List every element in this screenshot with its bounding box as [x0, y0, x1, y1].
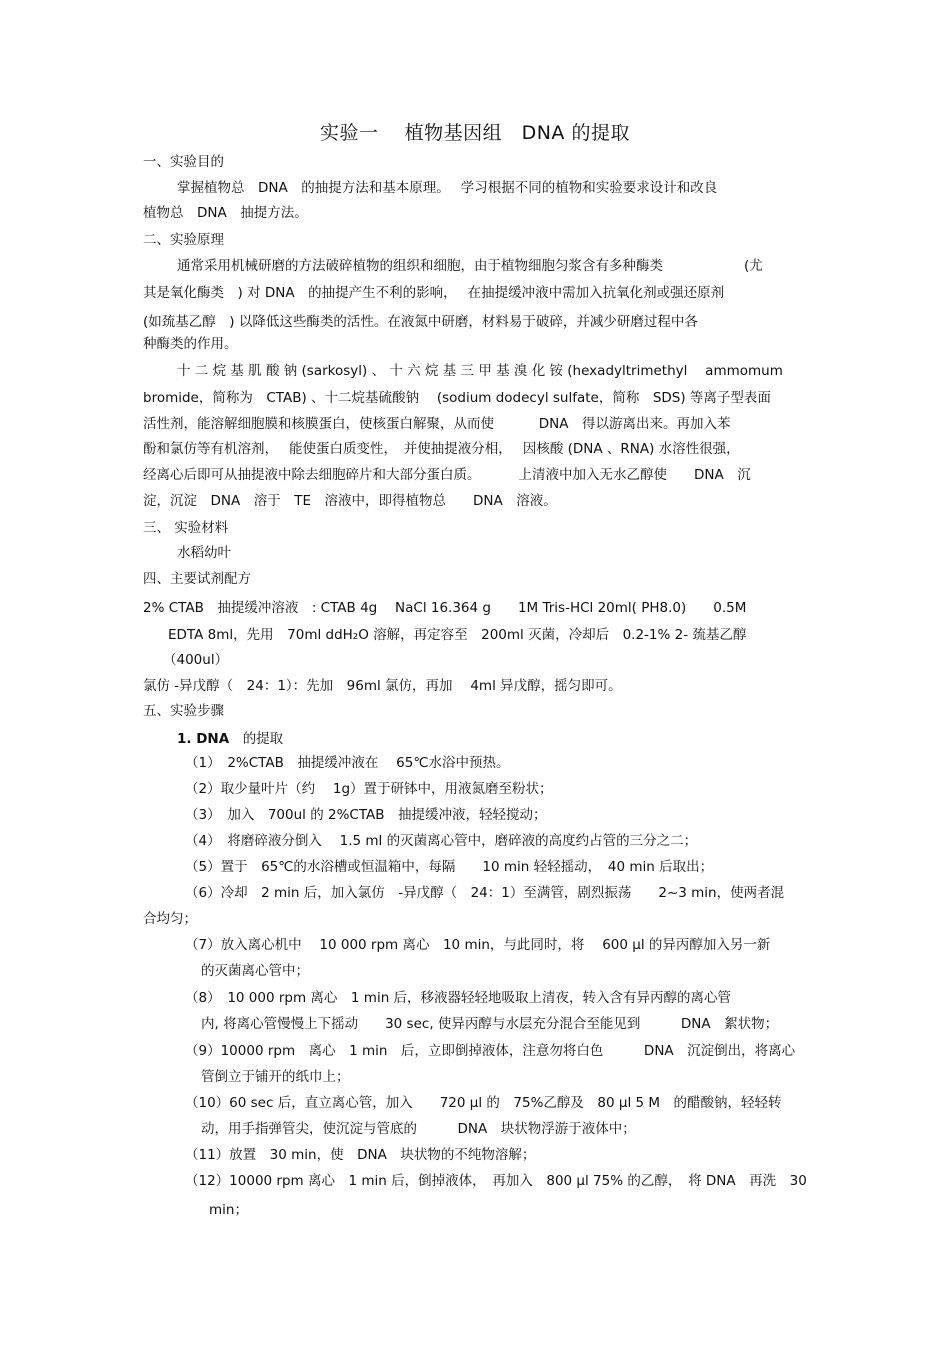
paragraph-line: 淀，沉淀 DNA 溶于 TE 溶液中，即得植物总 DNA 溶液。: [143, 493, 557, 509]
section-heading-principle: 二、实验原理: [143, 232, 224, 248]
step-line: （2）取少量叶片（约 1g）置于研钵中，用液氮磨至粉状；: [185, 781, 553, 797]
step-line: （1） 2%CTAB 抽提缓冲液在 65℃水浴中预热。: [185, 755, 510, 771]
paragraph-line: 其是氧化酶类 ) 对 DNA 的抽提产生不利的影响， 在抽提缓冲液中需加入抗氧化剂或强还原剂: [143, 285, 725, 301]
paragraph-line: bromide，简称为 CTAB) 、十二烷基硫酸钠 (sodium dodecyl sulfate，简称 SDS) 等离子型表面: [143, 390, 771, 406]
paragraph-line: 氯仿 -异戊醇（ 24：1）：先加 96ml 氯仿，再加 4ml 异戊醇，摇匀即可。: [143, 678, 622, 694]
step-line: 内, 将离心管慢慢上下摇动 30 sec, 使异丙醇与水层充分混合至能见到 DNA 絮状物；: [201, 1016, 779, 1032]
paragraph-line: 掌握植物总 DNA 的抽提方法和基本原理。 学习根据不同的植物和实验要求设计和改良: [177, 180, 718, 196]
paragraph-line: 十 二 烷 基 肌 酸 钠 (sarkosyl) 、 十 六 烷 基 三 甲 基 溴 化 铵 (hexadyltrimethyl ammomum: [177, 363, 783, 379]
section-heading-procedure: 五、实验步骤: [143, 703, 224, 719]
paragraph-line: (如巯基乙醇 ) 以降低这些酶类的活性。在液氮中研磨，材料易于破碎，并减少研磨过程中各: [143, 314, 698, 330]
subheading-number: 1. DNA: [177, 731, 230, 747]
section-heading-materials: 三、 实验材料: [143, 520, 229, 536]
step-line: （3） 加入 700ul 的 2%CTAB 抽提缓冲液，轻轻搅动；: [185, 807, 547, 823]
step-line: （11）放置 30 min，使 DNA 块状物的不纯物溶解；: [185, 1147, 536, 1163]
paragraph-line: 植物总 DNA 抽提方法。: [143, 205, 308, 221]
step-line: 管倒立于铺开的纸巾上；: [201, 1069, 350, 1085]
paragraph-line: EDTA 8ml，先用 70ml ddH₂O 溶解，再定容至 200ml 灭菌，冷却后 0.2-1% 2- 巯基乙醇: [168, 627, 747, 643]
paragraph-line: 种酶类的作用。: [143, 336, 238, 352]
paragraph-line: 通常采用机械研磨的方法破碎植物的组织和细胞，由于植物细胞匀浆含有多种酶类 (尤: [177, 258, 763, 274]
paragraph-line: 经离心后即可从抽提液中除去细胞碎片和大部分蛋白质。 上清液中加入无水乙醇使 DNA 沉: [143, 467, 751, 483]
subheading: [177, 730, 283, 748]
step-line: （6）冷却 2 min 后，加入氯仿 -异戊醇（ 24：1）至满管，剧烈振荡 2~3 min，使两者混: [185, 885, 785, 901]
section-heading-purpose: 一、实验目的: [143, 154, 224, 170]
step-line: （9）10000 rpm 离心 1 min 后，立即倒掉液体，注意勿将白色 DNA 沉淀倒出，将离心: [185, 1043, 796, 1059]
step-line: （4） 将磨碎液分倒入 1.5 ml 的灭菌离心管中，磨碎液的高度约占管的三分之二；: [185, 833, 698, 849]
subheading-text: 的提取: [242, 731, 284, 747]
step-line: 的灭菌离心管中；: [201, 963, 309, 979]
paragraph-line: 2% CTAB 抽提缓冲溶液 : CTAB 4g NaCl 16.364 g 1M Tris-HCl 20ml( PH8.0) 0.5M: [143, 600, 747, 616]
step-line: （7）放入离心机中 10 000 rpm 离心 10 min，与此同时，将 600 μl 的异丙醇加入另一新: [185, 937, 771, 953]
step-line: （12）10000 rpm 离心 1 min 后，倒掉液体， 再加入 800 μl 75% 的乙醇， 将 DNA 再洗 30: [185, 1173, 807, 1189]
page-title: 实验一 植物基因组 DNA 的提取: [320, 122, 630, 144]
paragraph-line: （400ul）: [163, 652, 229, 668]
step-line: （8） 10 000 rpm 离心 1 min 后，移液器轻轻地吸取上清夜，转入含有异丙醇的离心管: [185, 990, 732, 1006]
paragraph-line: 酚和氯仿等有机溶剂， 能使蛋白质变性， 并使抽提液分相， 因核酸 (DNA 、RNA) 水溶性很强，: [143, 441, 740, 457]
section-heading-reagents: 四、主要试剂配方: [143, 571, 251, 587]
step-line: 动，用手指弹管尖，使沉淀与管底的 DNA 块状物浮游于液体中；: [201, 1121, 636, 1137]
step-line: min；: [209, 1202, 248, 1218]
step-line: （5）置于 65℃的水浴槽或恒温箱中，每隔 10 min 轻轻摇动， 40 min 后取出；: [185, 859, 714, 875]
paragraph-line: 水稻幼叶: [177, 545, 231, 561]
step-line: （10）60 sec 后，直立离心管，加入 720 μl 的 75%乙醇及 80 μl 5 M 的醋酸钠，轻轻转: [185, 1095, 782, 1111]
step-line: 合均匀；: [143, 911, 197, 927]
paragraph-line: 活性剂，能溶解细胞膜和核膜蛋白，使核蛋白解聚，从而使 DNA 得以游离出来。再加入苯: [143, 416, 731, 432]
